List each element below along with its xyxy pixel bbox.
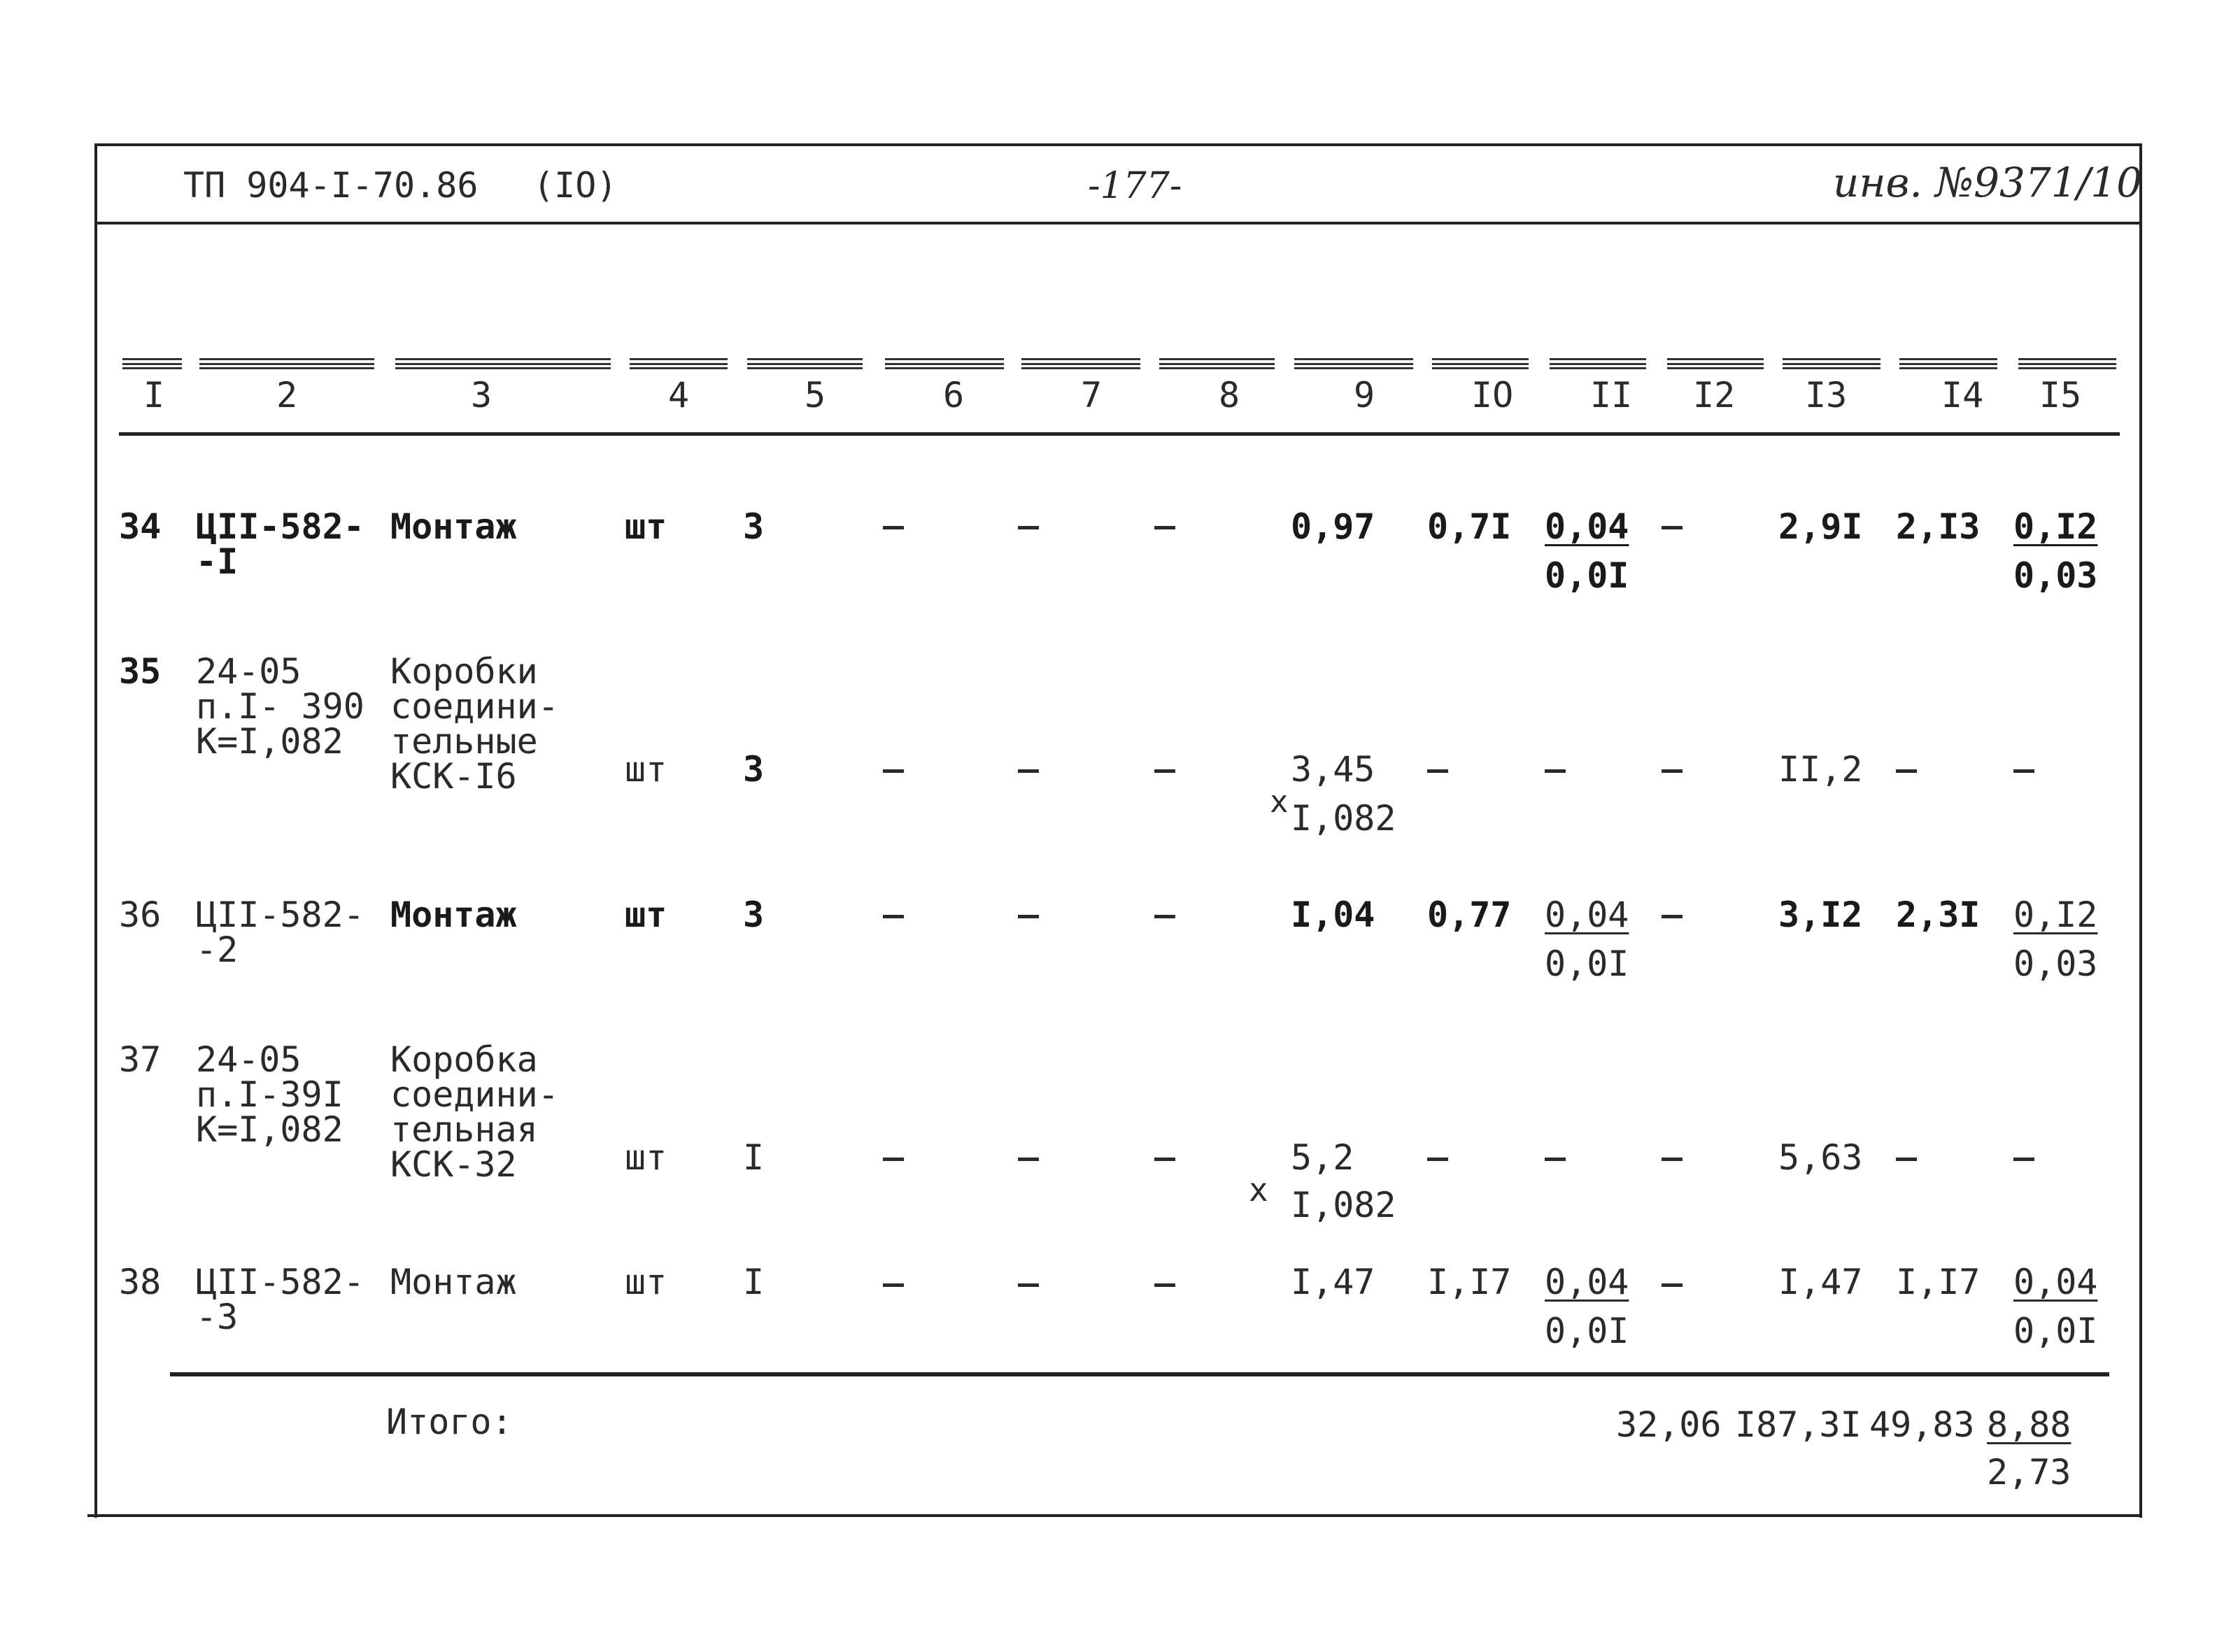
total-label: Итого: bbox=[386, 1402, 513, 1442]
row36-c10: 0,77 bbox=[1427, 895, 1512, 935]
row34-unit: шт bbox=[625, 506, 667, 547]
row34-c12-dash bbox=[1662, 526, 1683, 529]
row38-c13: I,47 bbox=[1778, 1262, 1863, 1302]
row35-c9-bottom: I,082 bbox=[1291, 798, 1396, 839]
col-num-13: I3 bbox=[1805, 375, 1848, 415]
row34-code: ЦII-582- -I bbox=[196, 506, 364, 582]
row38-c6-dash bbox=[883, 1283, 904, 1287]
row38-c11-top: 0,04 bbox=[1545, 1262, 1629, 1302]
row35-c8-dash bbox=[1154, 769, 1175, 773]
total-c12: 32,06 bbox=[1616, 1404, 1722, 1445]
row34-c9: 0,97 bbox=[1291, 506, 1375, 547]
row37-num: 37 bbox=[119, 1039, 162, 1080]
row38-code: ЦII-582- -3 bbox=[196, 1262, 364, 1337]
row38-c15-top: 0,04 bbox=[2013, 1262, 2098, 1302]
row35-c12-dash bbox=[1662, 769, 1683, 773]
row35-code: 24-05 п.I- 390 К=I,082 bbox=[196, 651, 364, 762]
col-bar-13 bbox=[1783, 358, 1881, 369]
inventory-number: инв. №9371/10 bbox=[1833, 159, 2143, 206]
row35-c9-top: 3,45 bbox=[1291, 749, 1375, 790]
row38-num: 38 bbox=[119, 1262, 162, 1302]
row36-c15-bottom: 0,03 bbox=[2013, 944, 2098, 984]
col-bar-5 bbox=[747, 358, 863, 369]
row37-c14-dash bbox=[1896, 1158, 1917, 1161]
header-separator bbox=[94, 222, 2142, 225]
page-number: -177- bbox=[1088, 165, 1182, 207]
row37-c11-dash bbox=[1545, 1158, 1566, 1161]
row37-name: Коробка соедини- тельная КСК-32 bbox=[390, 1039, 559, 1185]
row34-c15-top: 0,I2 bbox=[2013, 506, 2098, 547]
col-bar-3 bbox=[395, 358, 611, 369]
row36-c9: I,04 bbox=[1291, 895, 1375, 935]
col-num-7: 7 bbox=[1081, 375, 1103, 415]
row35-c13: II,2 bbox=[1778, 749, 1863, 790]
row38-c11-bottom: 0,0I bbox=[1545, 1311, 1629, 1351]
row34-c14: 2,I3 bbox=[1896, 506, 1981, 547]
row37-unit: шт bbox=[625, 1137, 667, 1178]
row36-c8-dash bbox=[1154, 915, 1175, 918]
col-bar-9 bbox=[1294, 358, 1413, 369]
row38-unit: шт bbox=[625, 1262, 667, 1302]
row37-c12-dash bbox=[1662, 1158, 1683, 1161]
col-num-10: IO bbox=[1471, 375, 1514, 415]
row36-c6-dash bbox=[883, 915, 904, 918]
row35-c14-dash bbox=[1896, 769, 1917, 773]
col-num-12: I2 bbox=[1693, 375, 1736, 415]
doc-code: ТП 904-I-70.86 bbox=[183, 165, 479, 206]
col-bar-8 bbox=[1159, 358, 1275, 369]
row38-qty: I bbox=[743, 1262, 765, 1302]
row34-c6-dash bbox=[883, 526, 904, 529]
row36-c12-dash bbox=[1662, 915, 1683, 918]
row38-c15-bottom: 0,0I bbox=[2013, 1311, 2098, 1351]
row35-c7-dash bbox=[1018, 769, 1039, 773]
frame-bottom bbox=[87, 1514, 2142, 1517]
row34-c8-dash bbox=[1154, 526, 1175, 529]
row38-c14: I,I7 bbox=[1896, 1262, 1981, 1302]
col-num-15: I5 bbox=[2039, 375, 2082, 415]
col-num-5: 5 bbox=[805, 375, 826, 415]
row35-c9-x: x bbox=[1270, 784, 1289, 820]
row37-c15-dash bbox=[2013, 1158, 2034, 1161]
row36-num: 36 bbox=[119, 895, 162, 935]
row36-c13: 3,I2 bbox=[1778, 895, 1863, 935]
volume-label: (IO) bbox=[533, 165, 618, 206]
col-bar-6 bbox=[885, 358, 1004, 369]
row36-unit: шт bbox=[625, 895, 667, 935]
row34-name: Монтаж bbox=[390, 506, 517, 547]
row37-c8-dash bbox=[1154, 1158, 1175, 1161]
col-bar-12 bbox=[1667, 358, 1764, 369]
row37-c10-dash bbox=[1427, 1158, 1448, 1161]
row38-c12-dash bbox=[1662, 1283, 1683, 1287]
col-bar-14 bbox=[1899, 358, 1997, 369]
total-c14: 49,83 bbox=[1869, 1404, 1975, 1445]
row37-c7-dash bbox=[1018, 1158, 1039, 1161]
row36-c11-top: 0,04 bbox=[1545, 895, 1629, 935]
col-num-8: 8 bbox=[1219, 375, 1240, 415]
row38-name: Монтаж bbox=[390, 1262, 517, 1302]
col-num-11: II bbox=[1590, 375, 1633, 415]
total-c13: I87,3I bbox=[1735, 1404, 1862, 1445]
row37-c9-x: x bbox=[1249, 1171, 1268, 1209]
row37-c6-dash bbox=[883, 1158, 904, 1161]
row37-code: 24-05 п.I-39I К=I,082 bbox=[196, 1039, 343, 1150]
row38-c9: I,47 bbox=[1291, 1262, 1375, 1302]
row35-qty: 3 bbox=[743, 749, 765, 790]
row36-c7-dash bbox=[1018, 915, 1039, 918]
row35-c10-dash bbox=[1427, 769, 1448, 773]
col-bar-11 bbox=[1550, 358, 1646, 369]
col-bar-10 bbox=[1432, 358, 1529, 369]
row36-c14: 2,3I bbox=[1896, 895, 1981, 935]
row36-qty: 3 bbox=[743, 895, 765, 935]
header-underline bbox=[119, 432, 2120, 436]
col-num-3: 3 bbox=[471, 375, 493, 415]
row38-c7-dash bbox=[1018, 1283, 1039, 1287]
row36-code: ЦII-582- -2 bbox=[196, 895, 364, 970]
col-bar-15 bbox=[2018, 358, 2116, 369]
row34-c11-top: 0,04 bbox=[1545, 506, 1629, 547]
row34-c7-dash bbox=[1018, 526, 1039, 529]
total-c15-top: 8,88 bbox=[1987, 1404, 2071, 1445]
row34-c15-bottom: 0,03 bbox=[2013, 555, 2098, 596]
row37-qty: I bbox=[743, 1137, 765, 1178]
row34-c11-bottom: 0,0I bbox=[1545, 555, 1629, 596]
row37-c13: 5,63 bbox=[1778, 1137, 1863, 1178]
col-bar-2 bbox=[199, 358, 374, 369]
col-num-9: 9 bbox=[1354, 375, 1375, 415]
col-num-6: 6 bbox=[943, 375, 965, 415]
col-bar-1 bbox=[122, 358, 182, 369]
row35-c11-dash bbox=[1545, 769, 1566, 773]
row37-c9-top: 5,2 bbox=[1291, 1137, 1354, 1178]
col-num-2: 2 bbox=[276, 375, 298, 415]
frame-left bbox=[94, 143, 97, 1518]
row38-c10: I,I7 bbox=[1427, 1262, 1512, 1302]
frame-right bbox=[2139, 143, 2142, 1518]
row36-c15-top: 0,I2 bbox=[2013, 895, 2098, 935]
row35-name: Коробки соедини- тельные КСК-I6 bbox=[390, 651, 559, 797]
total-separator bbox=[170, 1372, 2109, 1376]
col-num-4: 4 bbox=[668, 375, 690, 415]
col-num-1: I bbox=[143, 375, 165, 415]
row35-c15-dash bbox=[2013, 769, 2034, 773]
row36-c11-bottom: 0,0I bbox=[1545, 944, 1629, 984]
total-c15-bottom: 2,73 bbox=[1987, 1452, 2071, 1493]
row35-num: 35 bbox=[119, 651, 162, 692]
row34-c13: 2,9I bbox=[1778, 506, 1863, 547]
col-bar-4 bbox=[630, 358, 728, 369]
frame-top bbox=[94, 143, 2142, 146]
row34-qty: 3 bbox=[743, 506, 765, 547]
row37-c9-bottom: I,082 bbox=[1291, 1185, 1396, 1225]
col-bar-7 bbox=[1021, 358, 1140, 369]
row35-unit: шт bbox=[625, 749, 667, 790]
row34-num: 34 bbox=[119, 506, 162, 547]
row34-c10: 0,7I bbox=[1427, 506, 1512, 547]
row35-c6-dash bbox=[883, 769, 904, 773]
col-num-14: I4 bbox=[1941, 375, 1984, 415]
row36-name: Монтаж bbox=[390, 895, 517, 935]
row38-c8-dash bbox=[1154, 1283, 1175, 1287]
